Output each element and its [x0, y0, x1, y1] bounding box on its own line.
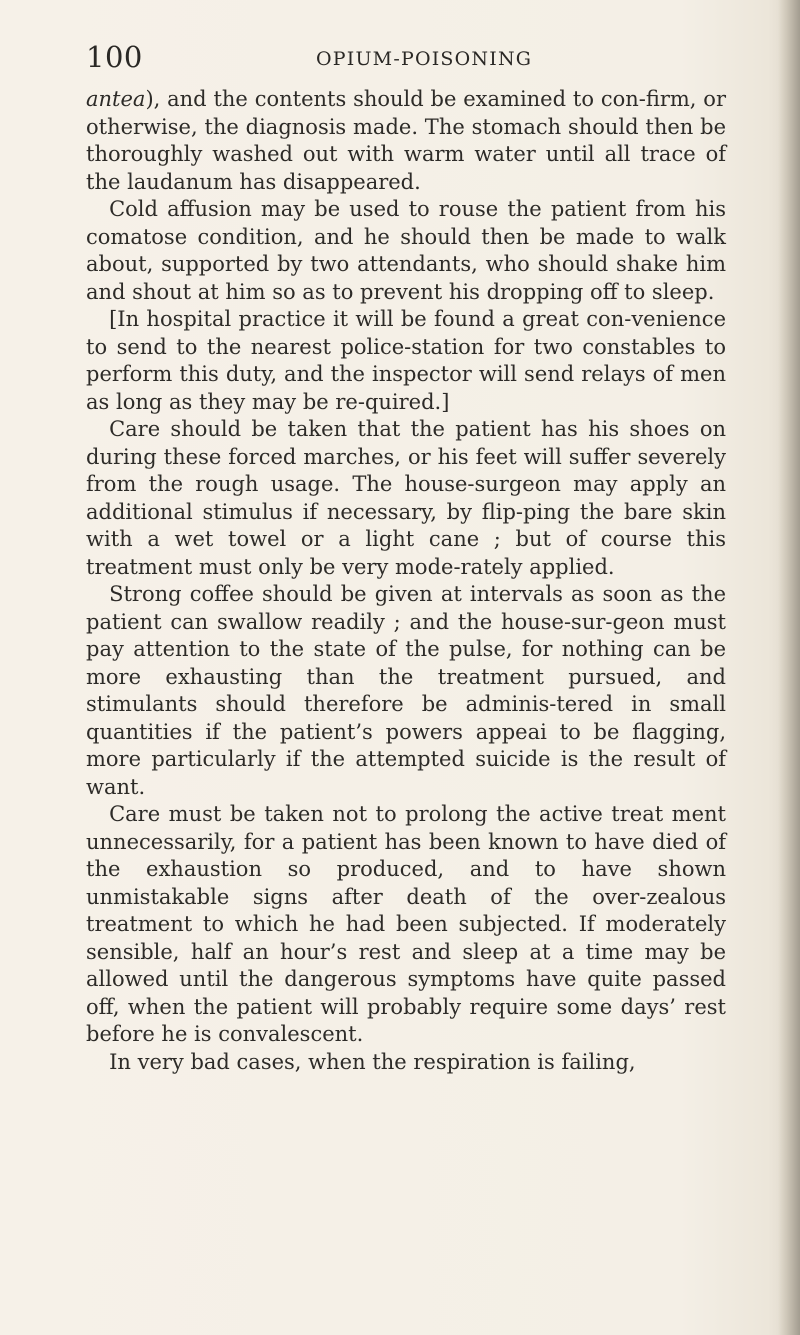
- page-number: 100: [86, 40, 143, 74]
- paragraph-4: Care should be taken that the patient has his shoes on during these forced marches, or his feet will suffer severely from the rough usage. The house-surgeon may apply an additional stimulus if necessary, by flip-ping the bare skin with a wet towel or a light cane ; but of course this treatment must only be very mode-rately applied.: [86, 417, 726, 579]
- paragraph-7: In very bad cases, when the respiration is failing,: [109, 1049, 636, 1074]
- paragraph-3: [In hospital practice it will be found a great con-venience to send to the nearest police-station for two constables to perform this duty, and the inspector will send relays of men as long as they may be re-quired.]: [86, 307, 726, 414]
- body-text: [86, 86, 726, 1076]
- paragraph-2: Cold affusion may be used to rouse the patient from his comatose condition, and he should then be made to walk about, supported by two attendants, who should shake him and shout at him so as to prevent his dropping off to sleep.: [86, 197, 726, 304]
- paragraph-1-text: ), and the contents should be examined to con-firm, or otherwise, the diagnosis made. The stomach should then be thoroughly washed out with warm water until all trace of the laudanum has disappeared.: [86, 87, 726, 194]
- paragraph-1: [86, 86, 726, 196]
- paragraph-5: Strong coffee should be given at intervals as soon as the patient can swallow readily ; and the house-sur-geon must pay attention to the state of the pulse, for nothing can be more exhausting than the treatment pursued, and stimulants should therefore be adminis-tered in small quantities if the patient’s powers appeai to be flagging, more particularly if the attempted suicide is the result of want.: [86, 582, 726, 799]
- running-head: [86, 40, 726, 80]
- page-gutter-shadow: [778, 0, 800, 1335]
- running-title: OPIUM-POISONING: [316, 48, 533, 70]
- italic-lead-word: antea: [86, 87, 146, 111]
- paragraph-6: Care must be taken not to prolong the active treat ment unnecessarily, for a patient has been known to have died of the exhaustion so produced, and to have shown unmistakable signs after death of the over-zealous treatment to which he had been subjected. If moderately sensible, half an hour’s rest and sleep at a time may be allowed until the dangerous symptoms have quite passed off, when the patient will probably require some days’ rest before he is convalescent.: [86, 802, 726, 1046]
